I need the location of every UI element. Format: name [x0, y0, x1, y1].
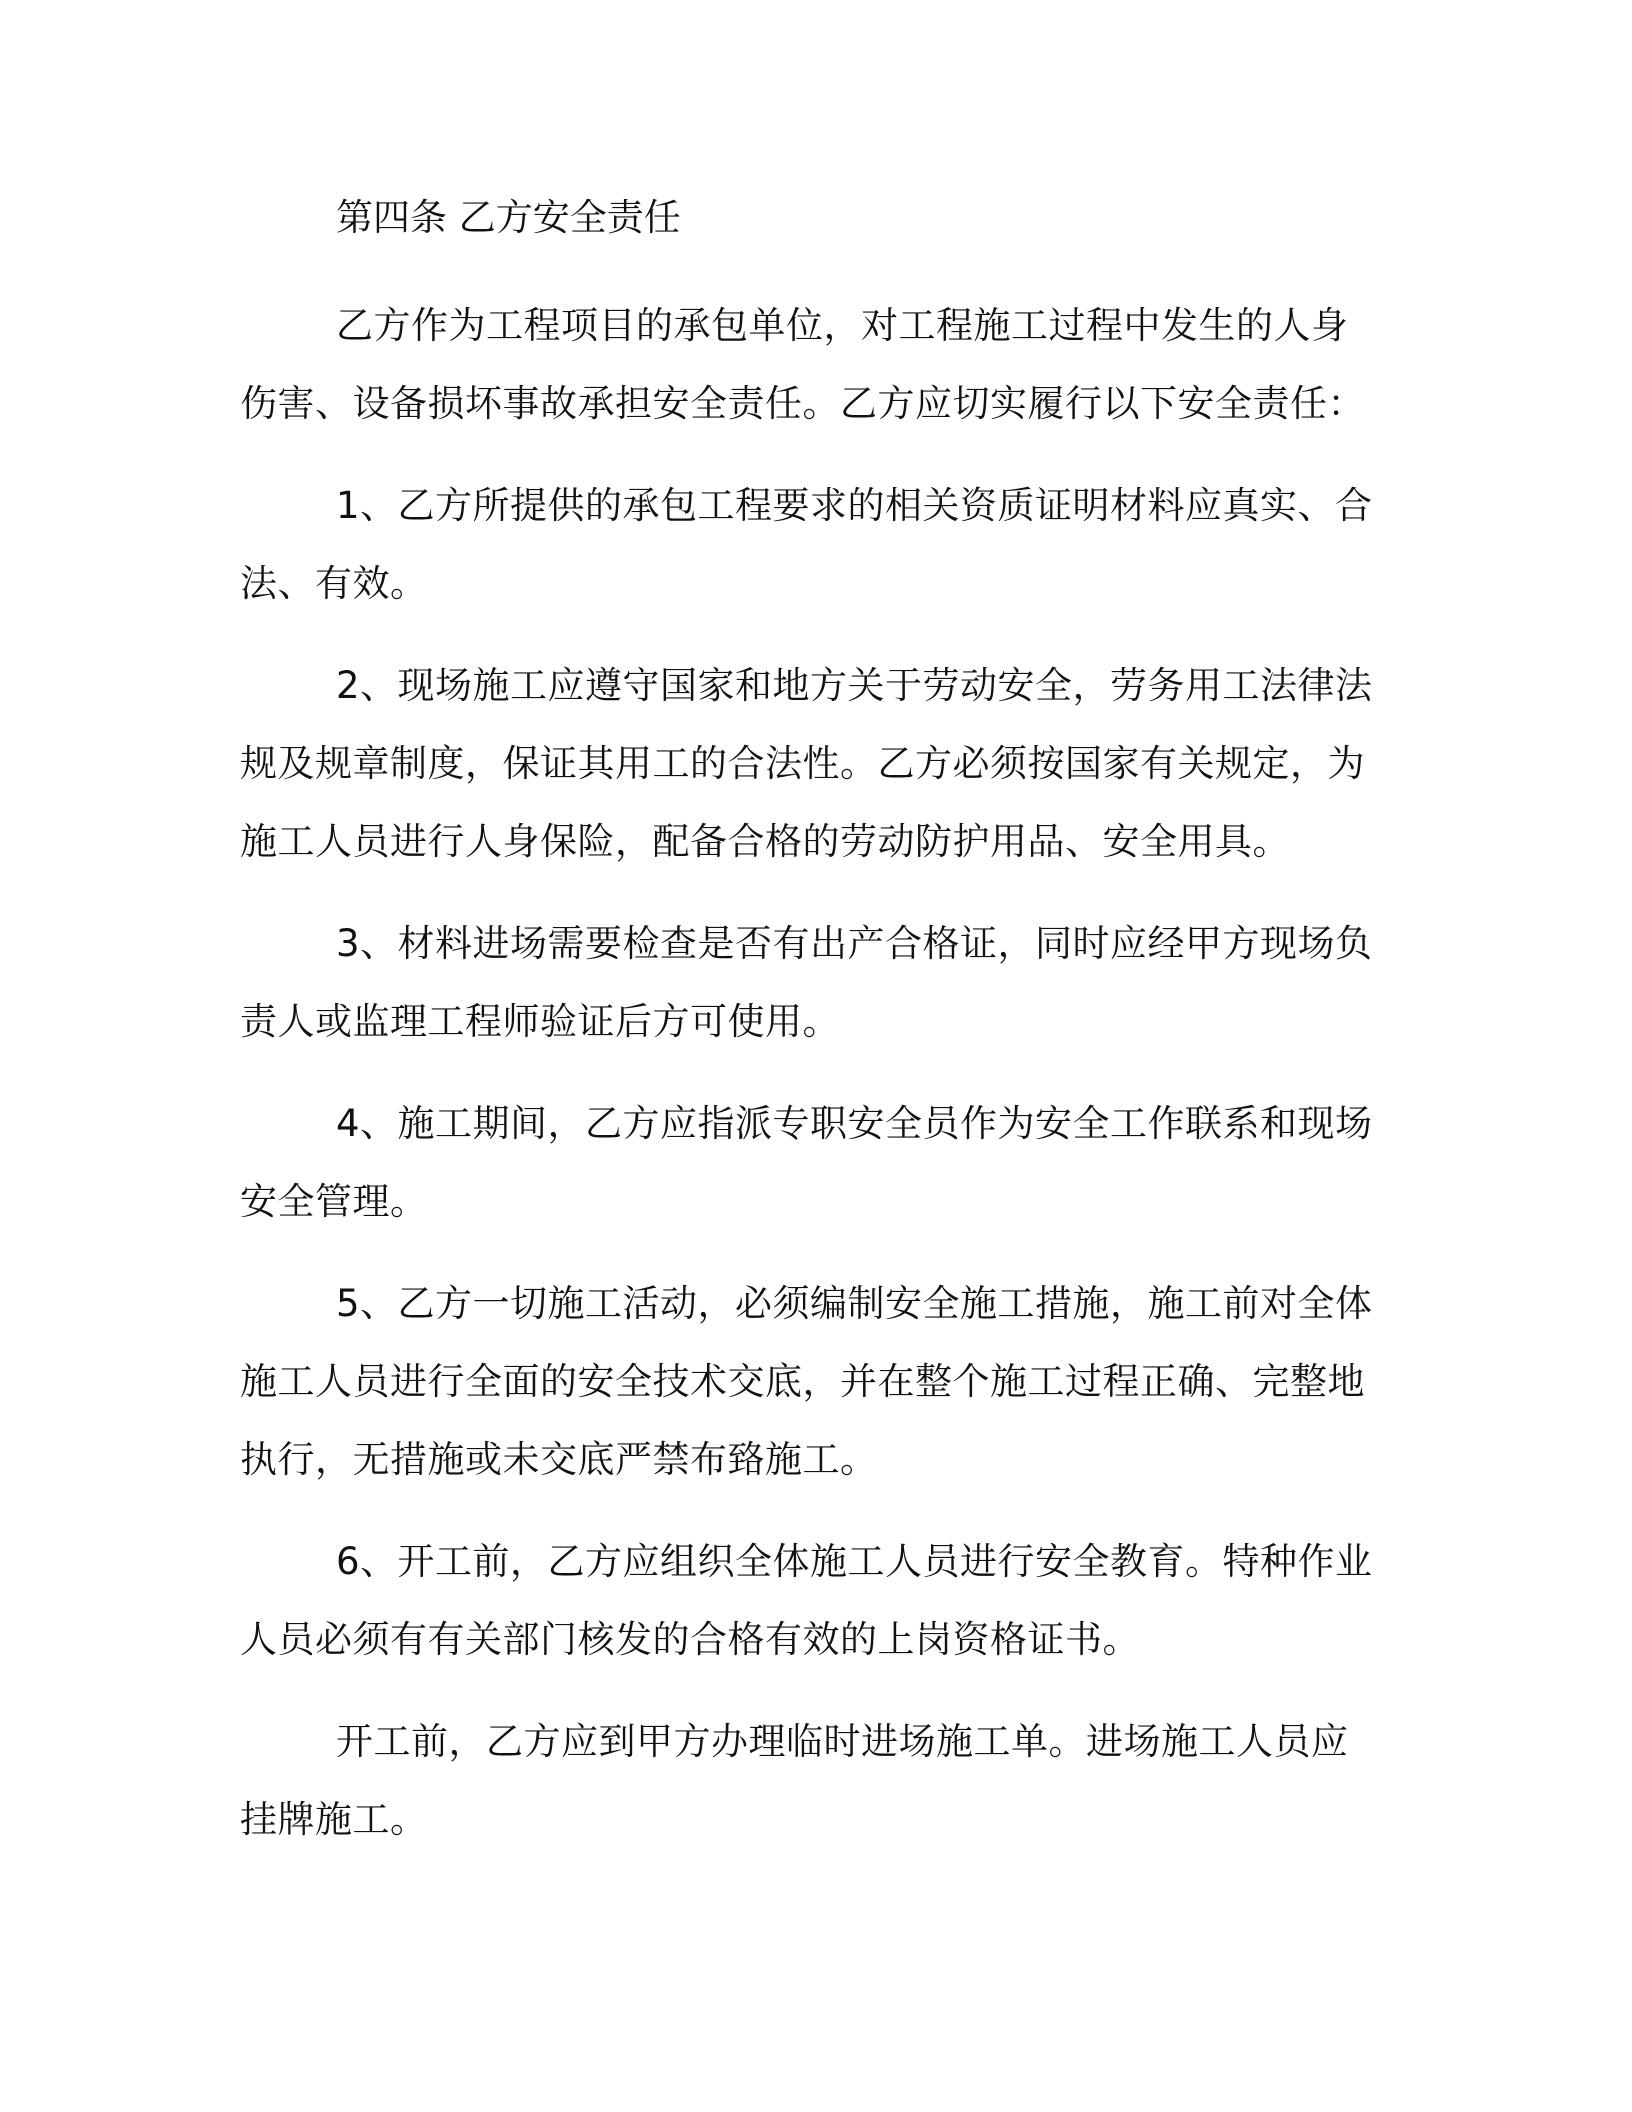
clause-5-paragraph: 5、乙方一切施工活动，必须编制安全施工措施，施工前对全体施工人员进行全面的安全技术交底，并在整个施工过程正确、完整地执行，无措施或未交底严禁布臵施工。 [240, 1282, 1373, 1481]
clause-6-paragraph: 6、开工前，乙方应组织全体施工人员进行安全教育。特种作业人员必须有有关部门核发的合格有效的上岗资格证书。 [240, 1540, 1373, 1661]
clause-4-paragraph: 4、施工期间，乙方应指派专职安全员作为安全工作联系和现场安全管理。 [240, 1102, 1373, 1223]
clause-3-paragraph: 3、材料进场需要检查是否有出产合格证，同时应经甲方现场负责人或监理工程师验证后方可使用。 [240, 922, 1373, 1043]
article-heading: 第四条 乙方安全责任 [336, 196, 681, 239]
document-body [240, 185, 1380, 1883]
intro-paragraph: 乙方作为工程项目的承包单位，对工程施工过程中发生的人身伤害、设备损坏事故承担安全责任。乙方应切实履行以下安全责任： [240, 304, 1365, 425]
closing-paragraph: 开工前，乙方应到甲方办理临时进场施工单。进场施工人员应挂牌施工。 [240, 1720, 1349, 1841]
clause-1-paragraph: 1、乙方所提供的承包工程要求的相关资质证明材料应真实、合法、有效。 [240, 484, 1373, 605]
clause-2-paragraph: 2、现场施工应遵守国家和地方关于劳动安全，劳务用工法律法规及规章制度，保证其用工的合法性。乙方必须按国家有关规定，为施工人员进行人身保险，配备合格的劳动防护用品、安全用具。 [240, 664, 1373, 863]
